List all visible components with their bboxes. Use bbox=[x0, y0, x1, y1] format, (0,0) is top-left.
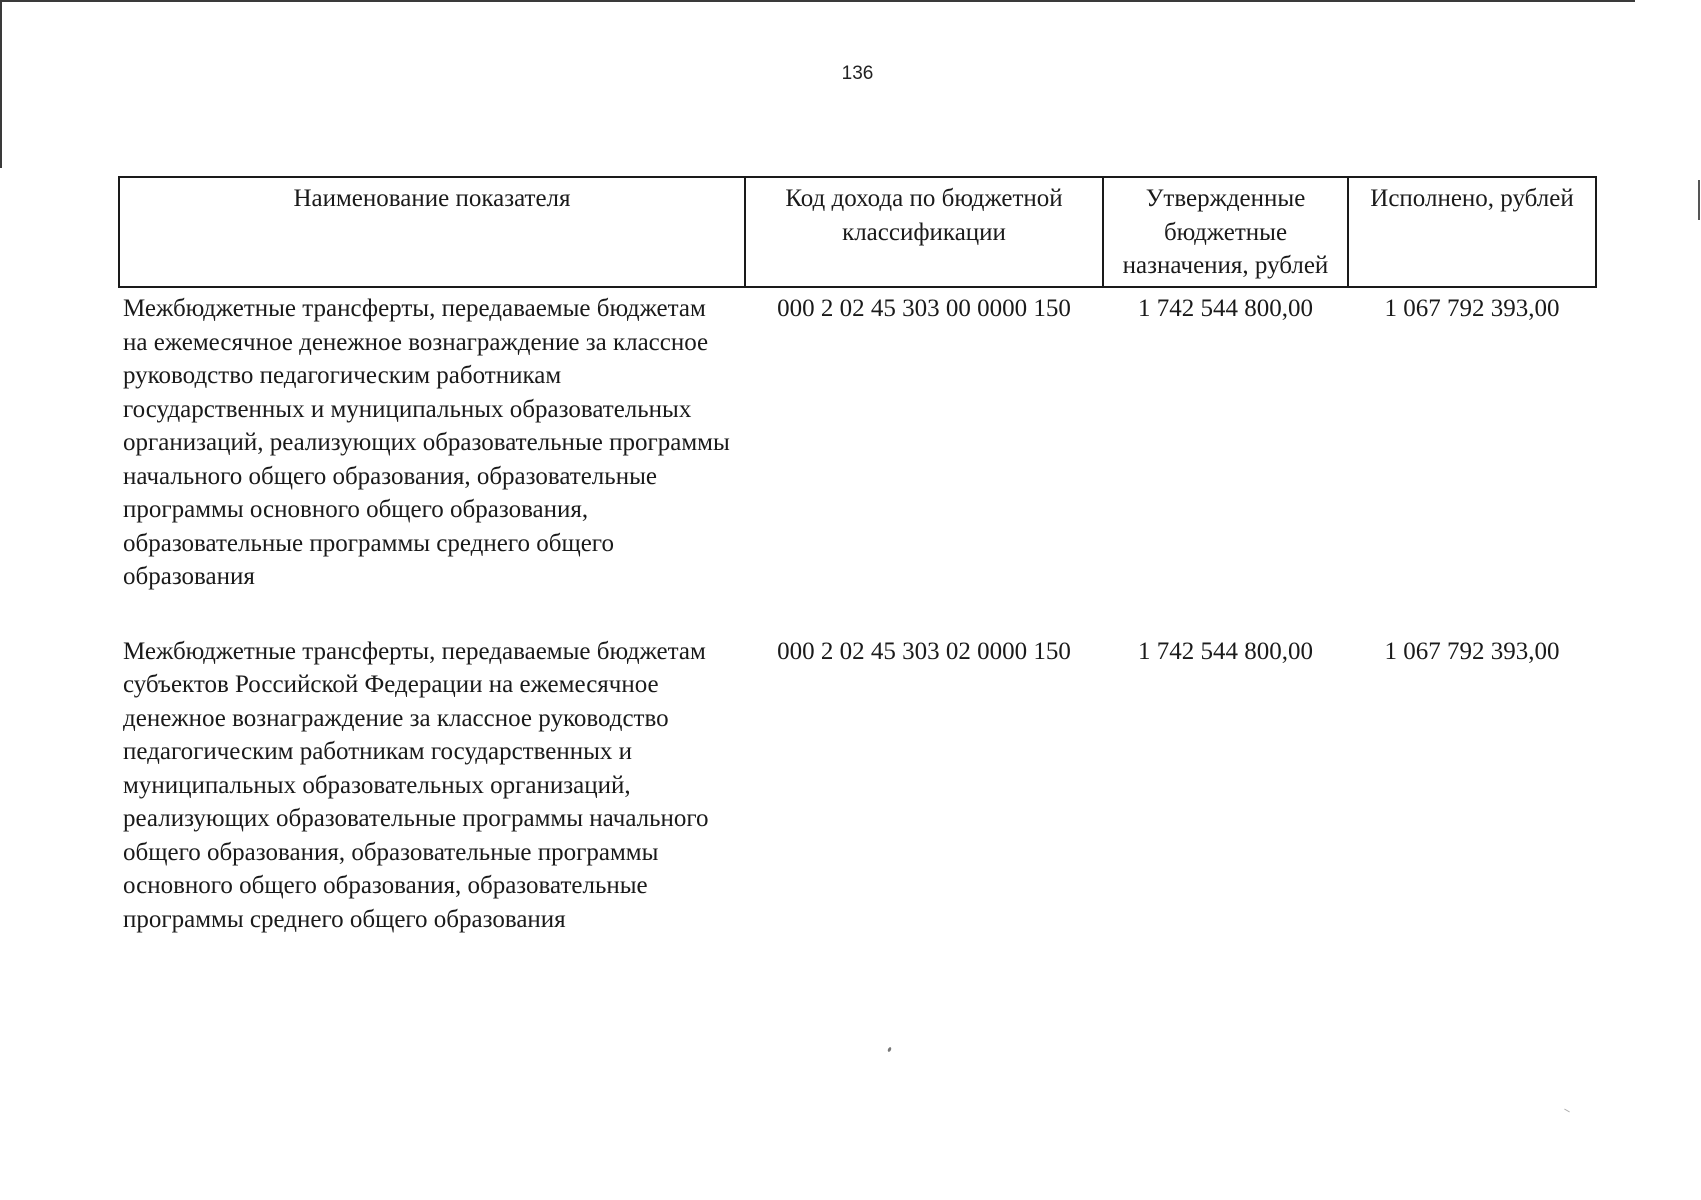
income-code-cell: 000 2 02 45 303 00 0000 150 bbox=[777, 295, 1071, 322]
table-row bbox=[119, 631, 1596, 974]
header-indicator-name: Наименование показателя bbox=[119, 177, 745, 287]
header-approved-amount: Утвержденные бюджетные назначения, рублей bbox=[1103, 177, 1348, 287]
approved-amount-cell: 1 742 544 800,00 bbox=[1138, 637, 1313, 665]
table-header bbox=[119, 177, 1596, 287]
header-executed-amount: Исполнено, рублей bbox=[1348, 177, 1596, 287]
approved-amount-cell: 1 742 544 800,00 bbox=[1138, 295, 1313, 322]
indicator-name-cell: Межбюджетные трансферты, передаваемые бюджетам на ежемесячное денежное вознаграждение за классное руководство педагогическим работникам государственных и муниципальных образовательных организаций, реализующих образовательные программы начального общего образования, образовательные программы основного общего образования, образовательные программы среднего общего образования bbox=[123, 295, 730, 590]
income-code-cell: 000 2 02 45 303 02 0000 150 bbox=[777, 637, 1071, 665]
table-row bbox=[119, 287, 1596, 631]
budget-income-table bbox=[118, 176, 1597, 973]
executed-amount-cell: 1 067 792 393,00 bbox=[1384, 637, 1560, 665]
indicator-name-cell: Межбюджетные трансферты, передаваемые бюджетам субъектов Российской Федерации на ежемесячное денежное вознаграждение за классное руководство педагогическим работникам государственных и муниципальных образовательных организаций, реализующих образовательные программы начального общего образования, образовательные программы основного общего образования, образовательные программы среднего общего образования bbox=[123, 637, 709, 933]
table-body bbox=[119, 287, 1596, 973]
scan-border-top bbox=[0, 0, 1635, 2]
header-income-code: Код дохода по бюджетной классификации bbox=[745, 177, 1103, 287]
scan-border-right bbox=[1698, 180, 1700, 220]
header-row bbox=[119, 177, 1596, 287]
scan-speck bbox=[1564, 1109, 1570, 1113]
page-number: 136 bbox=[841, 63, 874, 84]
scan-speck bbox=[887, 1047, 892, 1053]
executed-amount-cell: 1 067 792 393,00 bbox=[1384, 295, 1560, 322]
